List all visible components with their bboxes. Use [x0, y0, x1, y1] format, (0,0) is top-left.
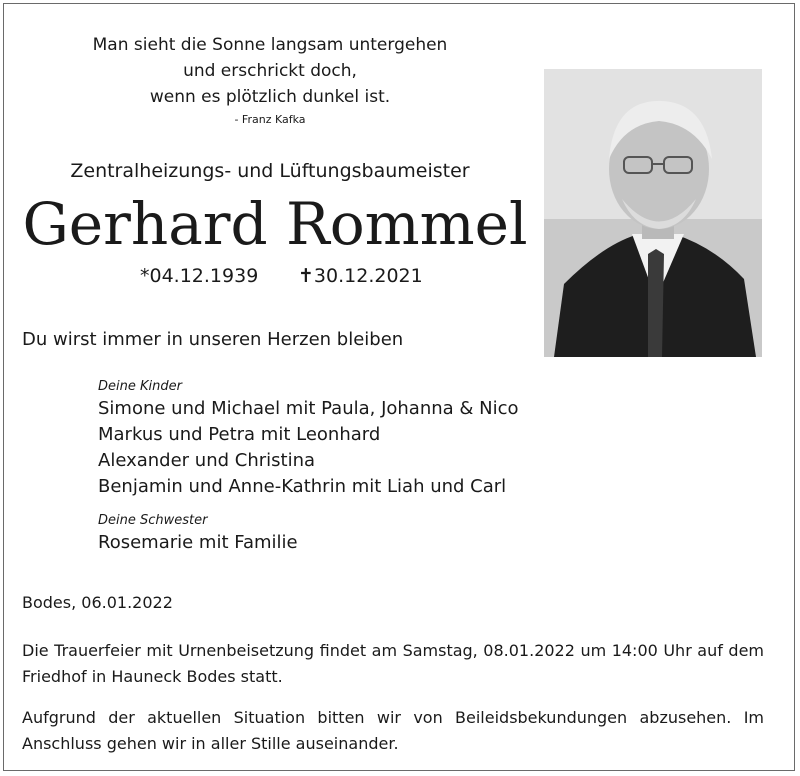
family-member-line: Alexander und Christina	[98, 450, 316, 471]
portrait-photo	[544, 69, 762, 357]
deceased-name: Gerhard Rommel	[22, 190, 528, 258]
group-label: Deine Schwester	[98, 513, 208, 528]
birth-date: *04.12.1939	[140, 265, 259, 287]
family-group	[98, 378, 698, 500]
group-label: Deine Kinder	[98, 379, 182, 394]
family-member-line: Markus und Petra mit Leonhard	[98, 424, 381, 445]
family-group	[98, 512, 698, 556]
quote-line: und erschrickt doch,	[183, 61, 357, 81]
tagline: Du wirst immer in unseren Herzen bleiben	[22, 329, 404, 350]
quote	[20, 32, 520, 128]
place-and-date: Bodes, 06.01.2022	[22, 593, 173, 612]
quote-attribution: - Franz Kafka	[234, 113, 306, 126]
family-member-line: Simone und Michael mit Paula, Johanna & Nico	[98, 398, 519, 419]
funeral-notice: Die Trauerfeier mit Urnenbeisetzung findet am Samstag, 08.01.2022 um 14:00 Uhr auf dem Friedhof in Hauneck Bodes statt.	[22, 641, 764, 686]
quote-line: Man sieht die Sonne langsam untergehen	[92, 35, 448, 55]
family-member-line: Rosemarie mit Familie	[98, 532, 298, 553]
quote-line: wenn es plötzlich dunkel ist.	[149, 87, 391, 107]
profession: Zentralheizungs- und Lüftungsbaumeister	[70, 160, 470, 182]
portrait-illustration	[544, 69, 762, 357]
death-date: ✝30.12.2021	[298, 265, 423, 287]
family-member-line: Benjamin und Anne-Kathrin mit Liah und Carl	[98, 476, 507, 497]
mourners	[98, 378, 698, 556]
condolence-notice: Aufgrund der aktuellen Situation bitten wir von Beileidsbekundungen abzusehen. Im Anschluss gehen wir in aller Stille auseinander.	[22, 708, 764, 753]
